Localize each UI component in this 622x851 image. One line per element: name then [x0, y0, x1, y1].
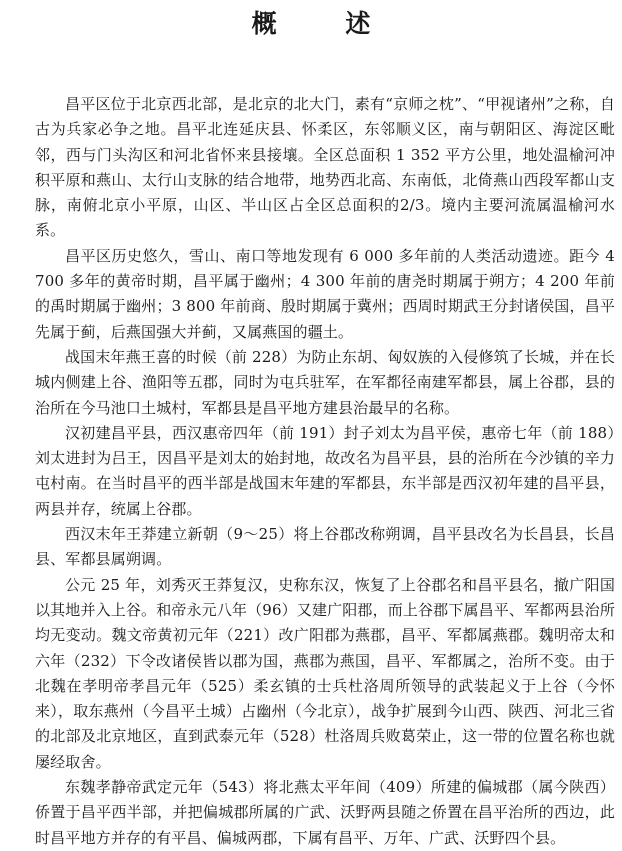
paragraph-7: 东魏孝静帝武定元年（543）将北燕太平年间（409）所建的偏城郡（属今陕西）侨置于昌平西半部，并把偏城郡所属的广武、沃野两县随之侨置在昌平治所的西边，此时昌平地方并存的有平昌、偏城两郡，下属有昌平、万年、广武、沃野四个县。 [35, 778, 615, 847]
paragraph-4: 汉初建昌平县，西汉惠帝四年（前 191）封子刘太为昌平侯，惠帝七年（前 188）刘太进封为吕王，因昌平是刘太的始封地，故改名为昌平县，县的治所在今沙镇的辛力屯村南。在当时昌平的西半部是战国末年建的军都县，东半部是西汉初年建的昌平县，两县并存，统属上谷郡。 [35, 423, 615, 518]
paragraph-1: 昌平区位于北京西北部，是北京的北大门，素有“京师之枕”、“甲视诸州”之称，自古为兵家必争之地。昌平北连延庆县、怀柔区，东邻顺义区，南与朝阳区、海淀区毗邻，西与门头沟区和河北省怀来县接壤。全区总面积 1 352 平方公里，地处温榆河冲积平原和燕山、太行山支脉的结合地带，地势西北高、东南低，北倚燕山西段军都山支脉，南俯北京小平原，山区、半山区占全区总面积的2/3。境内主要河流属温榆河水系。 [35, 95, 615, 240]
paragraph-6: 公元 25 年，刘秀灭王莽复汉，史称东汉，恢复了上谷郡名和昌平县名，撤广阳国以其地并入上谷。和帝永元八年（96）又建广阳郡，而上谷郡下属昌平、军都两县治所均无变动。魏文帝黄初元年（221）改广阳郡为燕郡，昌平、军都属燕郡。魏明帝太和六年（232）下令改诸侯皆以郡为国，燕郡为燕国，昌平、军都属之，治所不变。由于北魏在孝明帝孝昌元年（525）柔玄镇的士兵杜洛周所领导的武装起义于上谷（今怀来），取东燕州（今昌平土城）占幽州（今北京），战争扩展到今山西、陕西、河北三省的北部及北京地区，直到武泰元年（528）杜洛周兵败葛荣止，这一带的位置名称也就屡经取舍。 [35, 575, 615, 771]
paragraph-3: 战国末年燕王喜的时候（前 228）为防止东胡、匈奴族的入侵修筑了长城，并在长城内侧建上谷、渔阳等五郡，同时为屯兵驻军，在军都径南建军都县，属上谷郡，县的治所在今马池口土城村，军都县是昌平地方建县治最早的名称。 [35, 347, 615, 417]
document-body [35, 92, 615, 851]
page-title: 概 述 [251, 9, 401, 38]
paragraph-2: 昌平区历史悠久，雪山、南口等地发现有 6 000 多年前的人类活动遗迹。距今 4 700 多年的黄帝时期，昌平属于幽州；4 300 年前的唐尧时期属于朔方；4 200 年前的禹时期属于幽州；3 800 年前商、殷时期属于冀州；西周时期武王分封诸侯国，昌平先属于蓟，后燕国强大并蓟，又属燕国的疆土。 [35, 246, 615, 341]
paragraph-5: 西汉末年王莽建立新朝（9～25）将上谷郡改称朔调，昌平县改名为长昌县，长昌县、军都县属朔调。 [35, 525, 615, 569]
